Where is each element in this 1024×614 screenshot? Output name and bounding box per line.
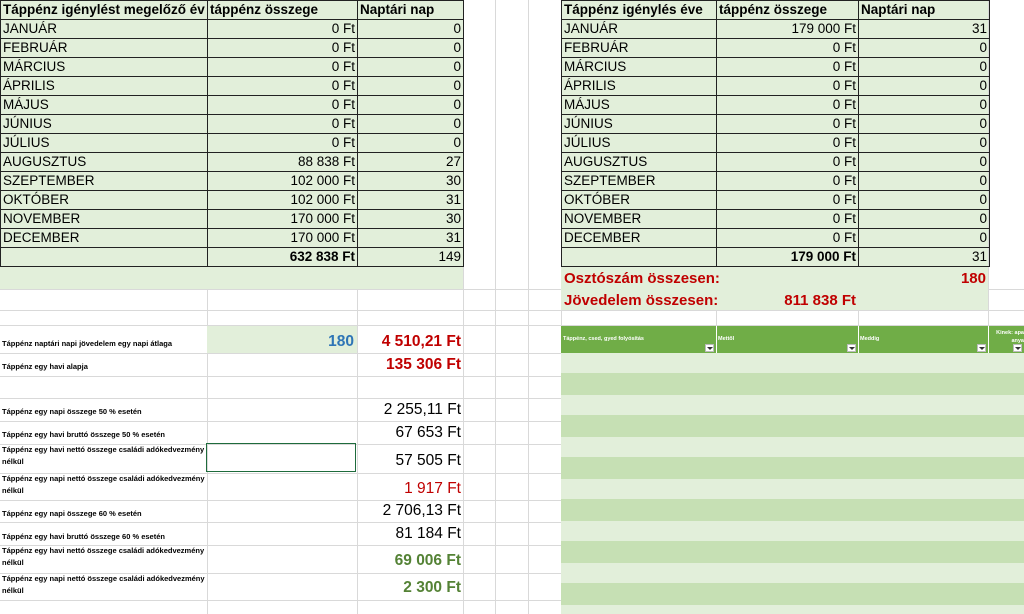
table-row: FEBRUÁR 0 Ft 0 [562, 39, 990, 58]
daily-net-50-value[interactable]: 1 917 Ft [404, 480, 461, 497]
divisor-value[interactable]: 180 [960, 270, 986, 287]
daily-average-value[interactable]: 4 510,21 Ft [381, 333, 461, 350]
total-days[interactable]: 149 [358, 248, 464, 267]
daily-average-days[interactable]: 180 [328, 333, 354, 350]
table-row: MÁJUS 0 Ft 0 [1, 96, 464, 115]
daily-50-value[interactable]: 2 255,11 Ft [383, 401, 461, 418]
daily-60-value[interactable]: 2 706,13 Ft [382, 502, 461, 519]
table-row: AUGUSZTUS 88 838 Ft 27 [1, 153, 464, 172]
monthly-net-60-value[interactable]: 69 006 Ft [394, 552, 461, 569]
filter-table-header [561, 326, 1024, 353]
header-previous-year: Táppénz igénylést megelőző év [1, 1, 208, 20]
total-row [562, 248, 990, 267]
total-days[interactable]: 31 [859, 248, 990, 267]
monthly-gross-60-label: Táppénz egy havi bruttó összege 60 % esetén [2, 532, 165, 541]
filter-dropdown-icon[interactable] [847, 344, 856, 352]
daily-60-label: Táppénz egy napi összege 60 % esetén [2, 509, 142, 518]
monthly-net-50-value[interactable]: 57 505 Ft [395, 452, 461, 469]
column-header-payment[interactable]: Táppénz, csed, gyed folyósítás [561, 326, 716, 353]
table-row: FEBRUÁR 0 Ft 0 [1, 39, 464, 58]
monthly-net-60-label: Táppénz egy havi nettó összege családi adókedvezmény nélkül [2, 546, 205, 567]
table-row: DECEMBER 170 000 Ft 31 [1, 229, 464, 248]
filter-dropdown-icon[interactable] [705, 344, 714, 352]
table-row: JÚLIUS 0 Ft 0 [1, 134, 464, 153]
table-row: JÚNIUS 0 Ft 0 [1, 115, 464, 134]
monthly-base-label: Táppénz egy havi alapja [2, 362, 88, 371]
table-row: OKTÓBER 102 000 Ft 31 [1, 191, 464, 210]
previous-year-table [0, 0, 464, 267]
table-row: ÁPRILIS 0 Ft 0 [1, 77, 464, 96]
monthly-gross-50-value[interactable]: 67 653 Ft [395, 424, 461, 441]
monthly-base-value[interactable]: 135 306 Ft [386, 356, 461, 373]
header-current-year: Táppénz igénylés éve [562, 1, 717, 20]
header-amount: táppénz összege [717, 1, 859, 20]
table-row: JANUÁR 179 000 Ft 31 [562, 20, 990, 39]
table-row: NOVEMBER 0 Ft 0 [562, 210, 990, 229]
monthly-gross-50-label: Táppénz egy havi bruttó összege 50 % esetén [2, 430, 165, 439]
table-row: SZEPTEMBER 0 Ft 0 [562, 172, 990, 191]
selected-cell[interactable] [206, 443, 356, 472]
table-row: MÁRCIUS 0 Ft 0 [1, 58, 464, 77]
table-row: ÁPRILIS 0 Ft 0 [562, 77, 990, 96]
table-row: NOVEMBER 170 000 Ft 30 [1, 210, 464, 229]
table-row: DECEMBER 0 Ft 0 [562, 229, 990, 248]
filter-dropdown-icon[interactable] [977, 344, 986, 352]
daily-50-label: Táppénz egy napi összege 50 % esetén [2, 407, 142, 416]
daily-average-label: Táppénz naptári napi jövedelem egy napi átlaga [2, 339, 173, 348]
table-row: OKTÓBER 0 Ft 0 [562, 191, 990, 210]
column-header-from[interactable]: Mettől [716, 326, 858, 353]
table-row: JANUÁR 0 Ft 0 [1, 20, 464, 39]
table-row: SZEPTEMBER 102 000 Ft 30 [1, 172, 464, 191]
monthly-net-50-label: Táppénz egy havi nettó összege családi adókedvezmény nélkül [2, 445, 205, 466]
header-amount: táppénz összege [208, 1, 358, 20]
income-label: Jövedelem összesen: [564, 292, 719, 309]
monthly-gross-60-value[interactable]: 81 184 Ft [395, 525, 461, 542]
table-row: MÁRCIUS 0 Ft 0 [562, 58, 990, 77]
daily-net-60-value[interactable]: 2 300 Ft [403, 579, 461, 596]
divisor-label: Osztószám összesen: [564, 270, 720, 287]
filter-dropdown-icon[interactable] [1013, 344, 1022, 352]
total-amount[interactable]: 179 000 Ft [717, 248, 859, 267]
table-row: AUGUSZTUS 0 Ft 0 [562, 153, 990, 172]
table-row: MÁJUS 0 Ft 0 [562, 96, 990, 115]
daily-net-60-label: Táppénz egy napi nettó összege családi adókedvezmény nélkül [2, 574, 205, 595]
total-amount[interactable]: 632 838 Ft [208, 248, 358, 267]
total-row [1, 248, 464, 267]
daily-net-50-label: Táppénz egy napi nettó összege családi adókedvezmény nélkül [2, 474, 205, 495]
header-days: Naptári nap [859, 1, 990, 20]
header-days: Naptári nap [358, 1, 464, 20]
income-value[interactable]: 811 838 Ft [784, 292, 856, 309]
column-header-whom[interactable]: Kinek: apa anya [988, 326, 1024, 353]
current-year-table [561, 0, 990, 267]
column-header-to[interactable]: Meddig [858, 326, 988, 353]
table-row: JÚNIUS 0 Ft 0 [562, 115, 990, 134]
table-row: JÚLIUS 0 Ft 0 [562, 134, 990, 153]
